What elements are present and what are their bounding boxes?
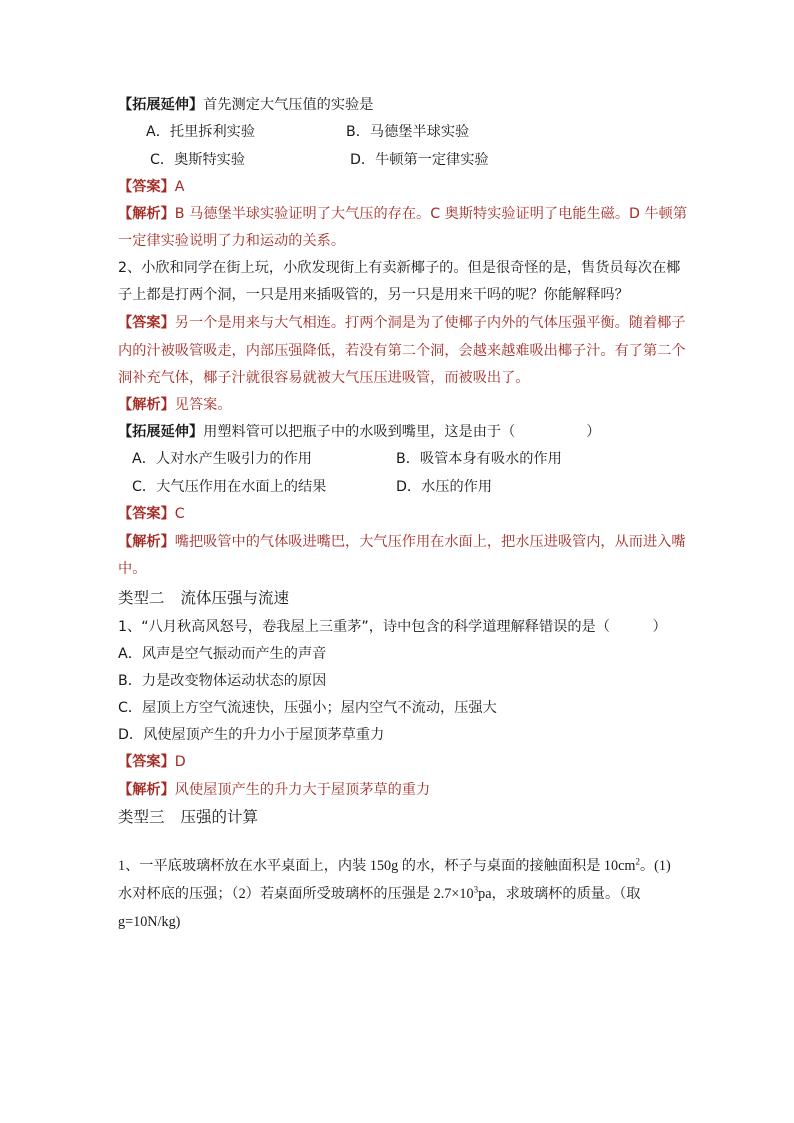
q2-answer-text-1: 另一个是用来与大气相连。打两个洞是为了使椰子内外的气体压强平衡。随着椰子: [174, 315, 686, 331]
section-2-title: 流体压强与流速: [180, 589, 290, 607]
q1-analysis-text-1: B 马德堡半球实验证明了大气压的存在。C 奥斯特实验证明了电能生磁。D 牛顿第: [174, 206, 688, 222]
section-3-label: 类型三: [118, 808, 165, 826]
q3-answer-line: [118, 504, 185, 524]
q1-option-a: A．托里拆利实验: [146, 124, 256, 140]
answer-tag: 【答案】: [118, 754, 175, 770]
section-3-heading: [118, 807, 258, 827]
section-3-title: 压强的计算: [180, 808, 259, 826]
q4-stem: 1、“八月秋高风怒号，卷我屋上三重茅”，诗中包含的科学道理解释错误的是（ ）: [118, 619, 667, 635]
q4-analysis: 风使屋顶产生的升力大于屋顶茅草的重力: [174, 782, 431, 798]
q1-answer-line: [118, 177, 184, 197]
q4-analysis-line: [118, 780, 430, 800]
q5-line-2-sup: 3: [473, 884, 479, 895]
q1-answer: A: [174, 179, 185, 195]
q3-stem: 用塑料管可以把瓶子中的水吸到嘴里，这是由于（ ）: [203, 424, 601, 440]
analysis-tag: 【解析】: [118, 534, 175, 550]
q2-analysis: 见答案。: [174, 397, 232, 413]
extension-tag: 【拓展延伸】: [118, 424, 204, 440]
q3-option-c: C．大气压作用在水面上的结果: [132, 479, 327, 495]
q5-line-2: [118, 884, 640, 904]
answer-tag: 【答案】: [118, 506, 175, 522]
q1-analysis-line-2: 一定律实验说明了力和运动的关系。: [118, 233, 346, 249]
q1-option-c: C．奥斯特实验: [150, 152, 246, 168]
q2-answer-line-3: 洞补充气体，椰子汁就很容易就被大气压压进吸管，而被吸出了。: [118, 370, 530, 386]
q4-option-a: A．风声是空气振动而产生的声音: [118, 646, 327, 662]
q3-analysis-text-1: 嘴把吸管中的气体吸进嘴巴，大气压作用在水面上，把水压进吸管内，从而进入嘴: [174, 534, 686, 550]
q5-line-2-text: 水对杯底的压强；（2）若桌面所受玻璃杯的压强是 2.7×10: [118, 886, 474, 902]
q4-option-c: C．屋顶上方空气流速快，压强小；屋内空气不流动，压强大: [118, 700, 497, 716]
q5-line-1-tail: 。(1): [639, 858, 671, 874]
q2-answer-line-1: [118, 313, 686, 333]
q5-line-1-text: 1、一平底玻璃杯放在水平桌面上，内装 150g 的水，杯子与桌面的接触面积是 10cm: [118, 858, 636, 874]
q5-line-1: [118, 856, 671, 876]
analysis-tag: 【解析】: [118, 782, 175, 798]
q2-stem-line-1: 2、小欣和同学在街上玩，小欣发现街上有卖新椰子的。但是很奇怪的是，售货员每次在椰: [118, 260, 681, 276]
q3-option-a: A．人对水产生吸引力的作用: [132, 451, 312, 467]
section-2-label: 类型二: [118, 589, 165, 607]
q3-option-b: B．吸管本身有吸水的作用: [396, 451, 562, 467]
q3-stem-line: [118, 422, 600, 442]
extension-tag: 【拓展延伸】: [118, 97, 204, 113]
q4-option-b: B．力是改变物体运动状态的原因: [118, 673, 327, 689]
q3-answer: C: [174, 506, 185, 522]
q1-stem-line: [118, 95, 373, 115]
q3-analysis-line-2: 中。: [118, 561, 147, 577]
q2-stem-line-2: 子上都是打两个洞，一只是用来插吸管的，另一只是用来干吗的呢？你能解释吗？: [118, 287, 629, 303]
analysis-tag: 【解析】: [118, 397, 175, 413]
q5-line-3: g=10N/kg): [118, 914, 181, 930]
section-2-heading: [118, 588, 289, 608]
answer-tag: 【答案】: [118, 315, 175, 331]
q3-analysis-line-1: [118, 532, 686, 552]
q4-answer-line: [118, 752, 186, 772]
q5-line-2-tail: pa，求玻璃杯的质量。（取: [478, 886, 641, 902]
q4-option-d: D．风使屋顶产生的升力小于屋顶茅草重力: [118, 727, 385, 743]
q1-stem: 首先测定大气压值的实验是: [203, 97, 374, 113]
analysis-tag: 【解析】: [118, 206, 175, 222]
q4-answer: D: [174, 754, 186, 770]
q1-option-d: D．牛顿第一定律实验: [350, 152, 489, 168]
q3-option-d: D．水压的作用: [396, 479, 493, 495]
q2-analysis-line: [118, 395, 232, 415]
answer-tag: 【答案】: [118, 179, 175, 195]
q2-answer-line-2: 内的汁被吸管吸走，内部压强降低，若没有第二个洞，会越来越难吸出椰子汁。有了第二个: [118, 343, 686, 359]
q1-analysis-line-1: [118, 204, 687, 224]
q1-option-b: B．马德堡半球实验: [346, 124, 470, 140]
q5-line-1-sup: 2: [635, 856, 640, 867]
